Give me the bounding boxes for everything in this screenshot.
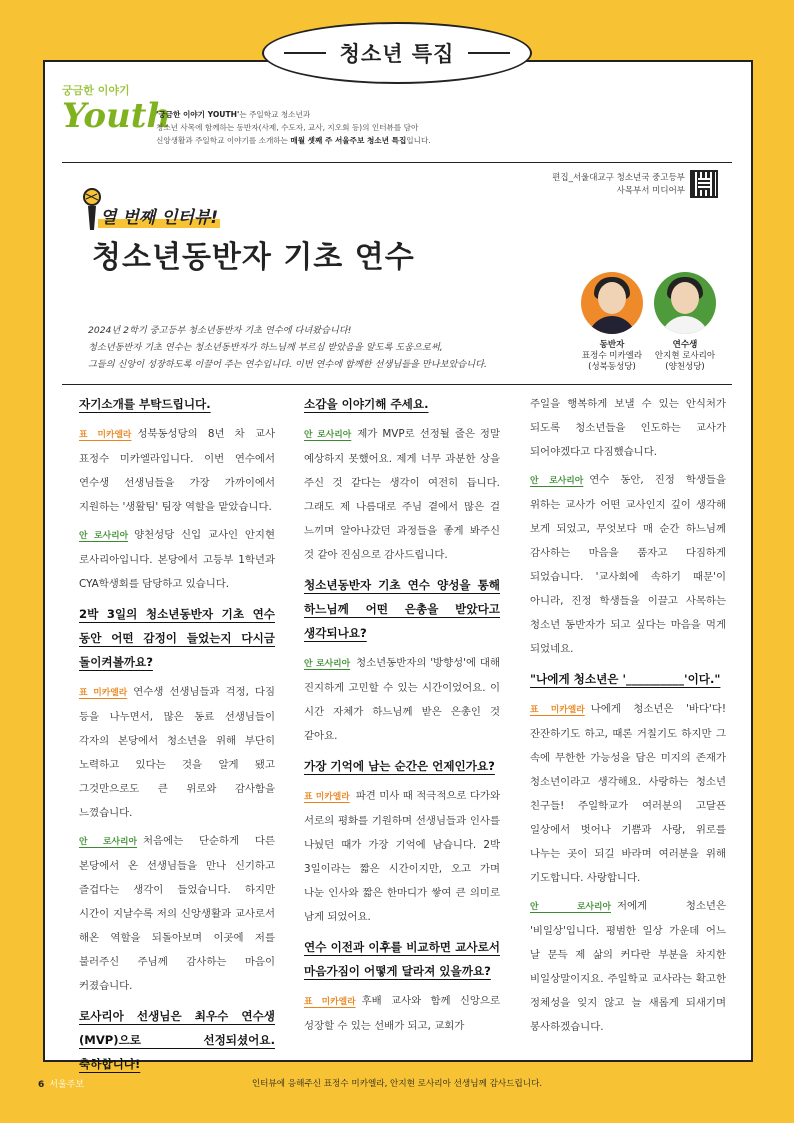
answer-text: 연수생 선생님들과 걱정, 다짐 등을 나누면서, 많은 동료 선생님들이 각자의 본당에서 청소년을 위해 부단히 노력하고 있다는 것을 알게 됐고 그것만으로도 큰 위로와 감사함을 느꼈습니다. [79,686,275,819]
page-num: 6 [38,1080,45,1090]
footer-thanks: 인터뷰에 응해주신 표정수 미카엘라, 안지현 로사리아 선생님께 감사드립니다. [251,1079,543,1089]
brand-description [156,108,576,147]
answer-text: 처음에는 단순하게 다른 본당에서 온 선생님들을 만나 신기하고 즐겁다는 생각이 들었습니다. 하지만 시간이 지날수록 저의 신앙생활과 교사로서 해온 역할을 되돌아보며 이곳에 저를 불러주신 주님께 감사하는 마음이 커졌습니다. [79,835,275,992]
answer [530,894,726,1039]
answer-text: 연수 동안, 진정 학생들을 위하는 교사가 어떤 교사인지 깊이 생각해 보게 되었고, 무엇보다 매 순간 하느님께 감사하는 마음을 품자고 다짐하게 되었습니다. '교사회에 속하기 때문'이 아니라, 진정 학생들을 이끌고 사목하는 청소년 동반자가 되고 싶다는 마음을 먹게 되었네요. [530,474,726,655]
answer [530,697,726,890]
interview-tag-text: 열 번째 인터뷰! [100,208,219,228]
brand-desc-1: 는 주일학교 청소년과 [239,110,311,119]
brand-kicker: 궁금한 이야기 [62,84,130,97]
question: 가장 기억에 남는 순간은 언제인가요? [304,759,495,773]
intro-line-2: 청소년동반자 기초 연수는 청소년동반자가 하느님께 부르심 받았음을 알도록 도움으로써, [88,342,443,353]
interview-tag [98,203,220,228]
answer-text: 저에게 청소년은 '비일상'입니다. 평범한 일상 가운데 어느 날 문득 제 삶의 커다란 부분을 차지한 비일상말이지요. 주일학교 교사라는 확고한 정체성을 잊지 않고 늘 새롭게 되새기며 봉사하겠습니다. [530,900,726,1033]
answer-text: 양천성당 신입 교사인 안지현 로사리아입니다. 본당에서 고등부 1학년과 CYA학생회를 담당하고 있습니다. [79,529,275,590]
question: "나에게 청소년은 '__________'이다." [530,672,721,686]
question: 연수 이전과 이후를 비교하면 교사로서 마음가짐이 어떻게 달라져 있을까요? [304,940,500,978]
speaker-label: 안 로사리아 [530,902,611,912]
person-name: 표정수 미카엘라 [581,351,643,361]
brand-logo-text: Youth [62,96,172,136]
person-role: 연수생 [672,340,698,350]
speaker-label: 안 로사리아 [530,476,584,486]
answer [304,784,500,929]
column-2 [304,392,500,1042]
divider-intro [62,384,732,385]
section-tab [262,22,532,84]
speaker-label: 안 로사리아 [304,659,351,669]
speaker-label: 표 미카엘라 [304,792,350,802]
brand-desc-bold: '궁금한 이야기 YOUTH' [156,110,240,119]
brand-desc-3: 신앙생활과 주일학교 이야기를 소개하는 [156,136,291,145]
answer [304,989,500,1038]
speaker-label: 표 미카엘라 [79,430,132,440]
person-role: 동반자 [599,340,625,350]
avatar [654,272,716,334]
answer [79,680,275,825]
answer [530,468,726,661]
column-1 [79,392,275,1082]
speaker-label: 안 로사리아 [79,837,138,847]
speaker-label: 표 미카엘라 [79,688,128,698]
person-trainee [645,272,725,373]
question: 자기소개를 부탁드립니다. [79,397,211,411]
question: 로사리아 선생님은 최우수 연수생(MVP)으로 선정되셨어요. 축하합니다! [79,1009,275,1071]
divider-top [62,162,732,163]
intro-text [88,322,558,373]
answer [304,422,500,567]
brand-desc-2: 청소년 사목에 함께하는 동반자(사제, 수도자, 교사, 지오회 등)의 인터뷰를 담아 [156,123,419,132]
editor-line-1: 편집_서울대교구 청소년국 중고등부 [552,173,685,183]
answer [304,651,500,748]
question: 청소년동반자 기초 연수 양성을 통해 하느님께 어떤 은총을 받았다고 생각되나요? [304,578,500,640]
person-name: 안지현 로사리아 [654,351,716,361]
column-3 [530,392,726,1043]
answer-text: 성북동성당의 8년 차 교사 표정수 미카엘라입니다. 이번 연수에서 연수생 선생님들을 가장 가까이에서 지원하는 '생활팀' 팀장 역할을 맡았습니다. [79,428,275,513]
answer-continued: 주일을 행복하게 보낼 수 있는 안식처가 되도록 청소년들을 인도하는 교사가 되어야겠다고 다짐했습니다. [530,398,726,458]
tab-line-right [468,52,510,54]
answer-text: 후배 교사와 함께 신앙으로 성장할 수 있는 선배가 되고, 교회가 [304,995,500,1032]
answer [79,829,275,998]
avatar [581,272,643,334]
publication-name: 서울주보 [49,1080,85,1090]
tab-line-left [284,52,326,54]
brand-logo [62,82,172,136]
answer-text: 제가 MVP로 선정될 줄은 정말 예상하지 못했어요. 제게 너무 과분한 상을 주신 것 같다는 생각이 여전히 듭니다. 그래도 제 나름대로 주님 곁에서 많은 걸 느끼며 알아나갔던 과정들을 좋게 봐주신 것 같아 진심으로 감사드립니다. [304,428,500,561]
editor-credit [530,172,685,198]
intro-line-3: 그들의 신앙이 성장하도록 이끌어 주는 연수입니다. 이번 연수에 함께한 선생님들을 만나보았습니다. [88,359,487,370]
answer-text: 나에게 청소년은 '바다'다! 잔잔하기도 하고, 때론 거칠기도 하지만 그 속에 무한한 가능성을 담은 미지의 존재가 청소년이라고 생각해요. 사랑하는 청소년 친구들! 주일학교가 여러분의 고달픈 일상에서 벗어나 기쁨과 사랑, 위로를 나누는 곳이 되길 바라며 여러분을 위해 기도합니다. 사랑합니다. [530,703,726,884]
person-parish: (양천성당) [665,362,705,372]
brand-desc-bold-2: 매월 셋째 주 서울주보 청소년 특집 [290,136,407,145]
editor-line-2: 사목부서 미디어부 [616,186,685,196]
person-parish: (성북동성당) [588,362,636,372]
brand-desc-4: 입니다. [406,136,431,145]
section-title: 청소년 특집 [339,42,455,66]
headline: 청소년동반자 기초 연수 [92,240,415,275]
answer-text: 파견 미사 때 적극적으로 다가와 서로의 평화를 기원하며 선생님들과 인사를 나눴던 때가 가장 기억에 남습니다. 2박 3일이라는 짧은 시간이지만, 오고 가며 나눈 인사와 짧은 한마디가 쌓여 큰 의미로 남게 되었어요. [304,790,500,923]
answer [79,422,275,519]
intro-line-1: 2024년 2학기 중고등부 청소년동반자 기초 연수에 다녀왔습니다! [88,325,352,336]
answer [79,523,275,596]
question: 2박 3일의 청소년동반자 기초 연수 동안 어떤 감정이 들었는지 다시금 돌이켜볼까요? [79,607,275,669]
page-number [38,1077,84,1090]
speaker-label: 안 로사리아 [79,531,129,541]
speaker-label: 표 미카엘라 [304,997,356,1007]
person-mentor [572,272,652,373]
qr-code-icon[interactable] [690,170,718,198]
speaker-label: 표 미카엘라 [530,705,585,715]
answer-text: 청소년동반자의 '방향성'에 대해 진지하게 고민할 수 있는 시간이었어요. 이 시간 자체가 하느님께 받은 은총인 것 같아요. [304,657,500,742]
question: 소감을 이야기해 주세요. [304,397,429,411]
speaker-label: 안 로사리아 [304,430,352,440]
